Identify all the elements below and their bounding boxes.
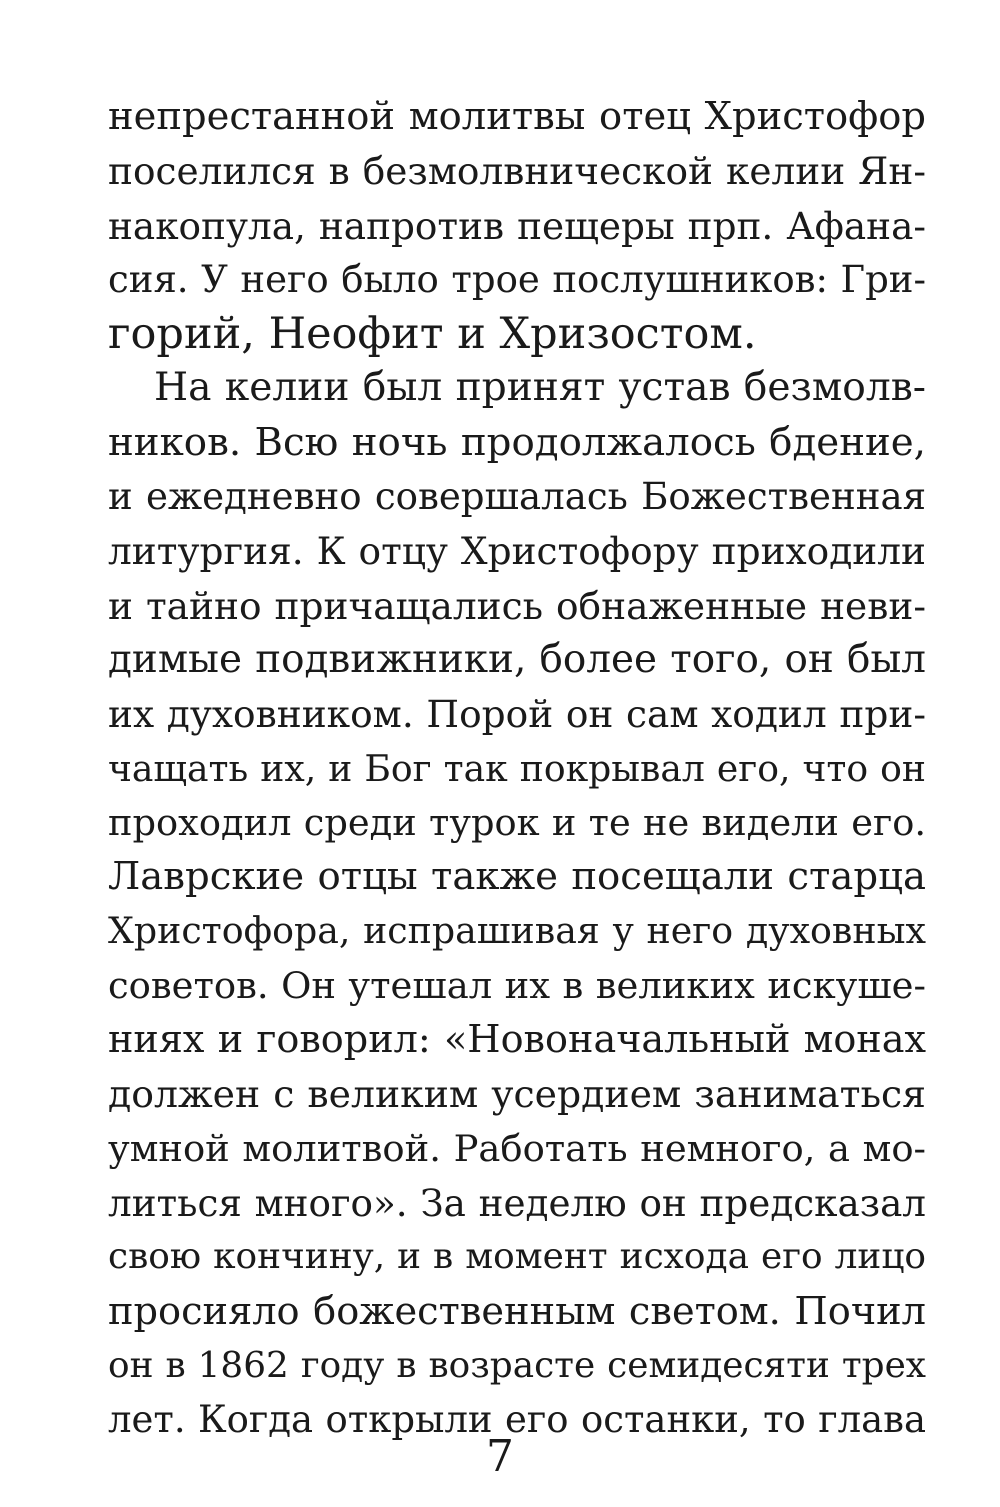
text-line: горий, Неофит и Хризостом. bbox=[108, 309, 757, 360]
text-line: чащать их, и Бог так покрывал его, что он bbox=[108, 746, 926, 790]
text-line: ников. Всю ночь продолжалось бдение, bbox=[108, 419, 926, 465]
text-line: он в 1862 году в возрасте семидесяти трех bbox=[108, 1344, 926, 1386]
paragraph-1 bbox=[108, 90, 926, 361]
text-line: литургия. К отцу Христофору приходили bbox=[108, 529, 926, 574]
text-line: литься много». За неделю он предсказал bbox=[108, 1180, 926, 1225]
page-number: 7 bbox=[486, 1431, 514, 1482]
body-text bbox=[108, 90, 926, 1447]
text-line: сия. У него было трое послушников: Гри- bbox=[108, 257, 926, 301]
text-line: димые подвижники, более того, он был bbox=[108, 636, 926, 682]
text-line: На келии был принят устав безмолв- bbox=[154, 365, 926, 411]
text-line: должен с великим усердием заниматься bbox=[108, 1072, 926, 1117]
text-line: свою кончину, и в момент исхода его лицо bbox=[108, 1236, 926, 1278]
text-line: непрестанной молитвы отец Христофор bbox=[108, 94, 926, 139]
text-line: лет. Когда открыли его останки, то глава bbox=[108, 1398, 926, 1442]
text-line: умной молитвой. Работать немного, а мо- bbox=[108, 1126, 926, 1170]
text-line: просияло божественным светом. Почил bbox=[108, 1288, 926, 1334]
text-line: и тайно причащались обнаженные неви- bbox=[108, 583, 926, 628]
text-line: Лаврские отцы также посещали старца bbox=[108, 854, 926, 900]
text-line: Христофора, испрашивая у него духовных bbox=[108, 909, 926, 953]
text-line: поселился в безмолвнической келии Ян- bbox=[108, 149, 926, 194]
paragraph-2 bbox=[108, 361, 926, 1447]
text-line: проходил среди турок и те не видели его. bbox=[108, 800, 926, 844]
text-line: их духовником. Порой он сам ходил при- bbox=[108, 692, 926, 737]
text-line: ниях и говорил: «Новоначальный монах bbox=[108, 1018, 926, 1063]
text-line: накопула, напротив пещеры прп. Афана- bbox=[108, 203, 926, 248]
text-line: советов. Он утешал их в великих искуше- bbox=[108, 963, 926, 1007]
text-line: и ежедневно совершалась Божественная bbox=[108, 475, 926, 519]
